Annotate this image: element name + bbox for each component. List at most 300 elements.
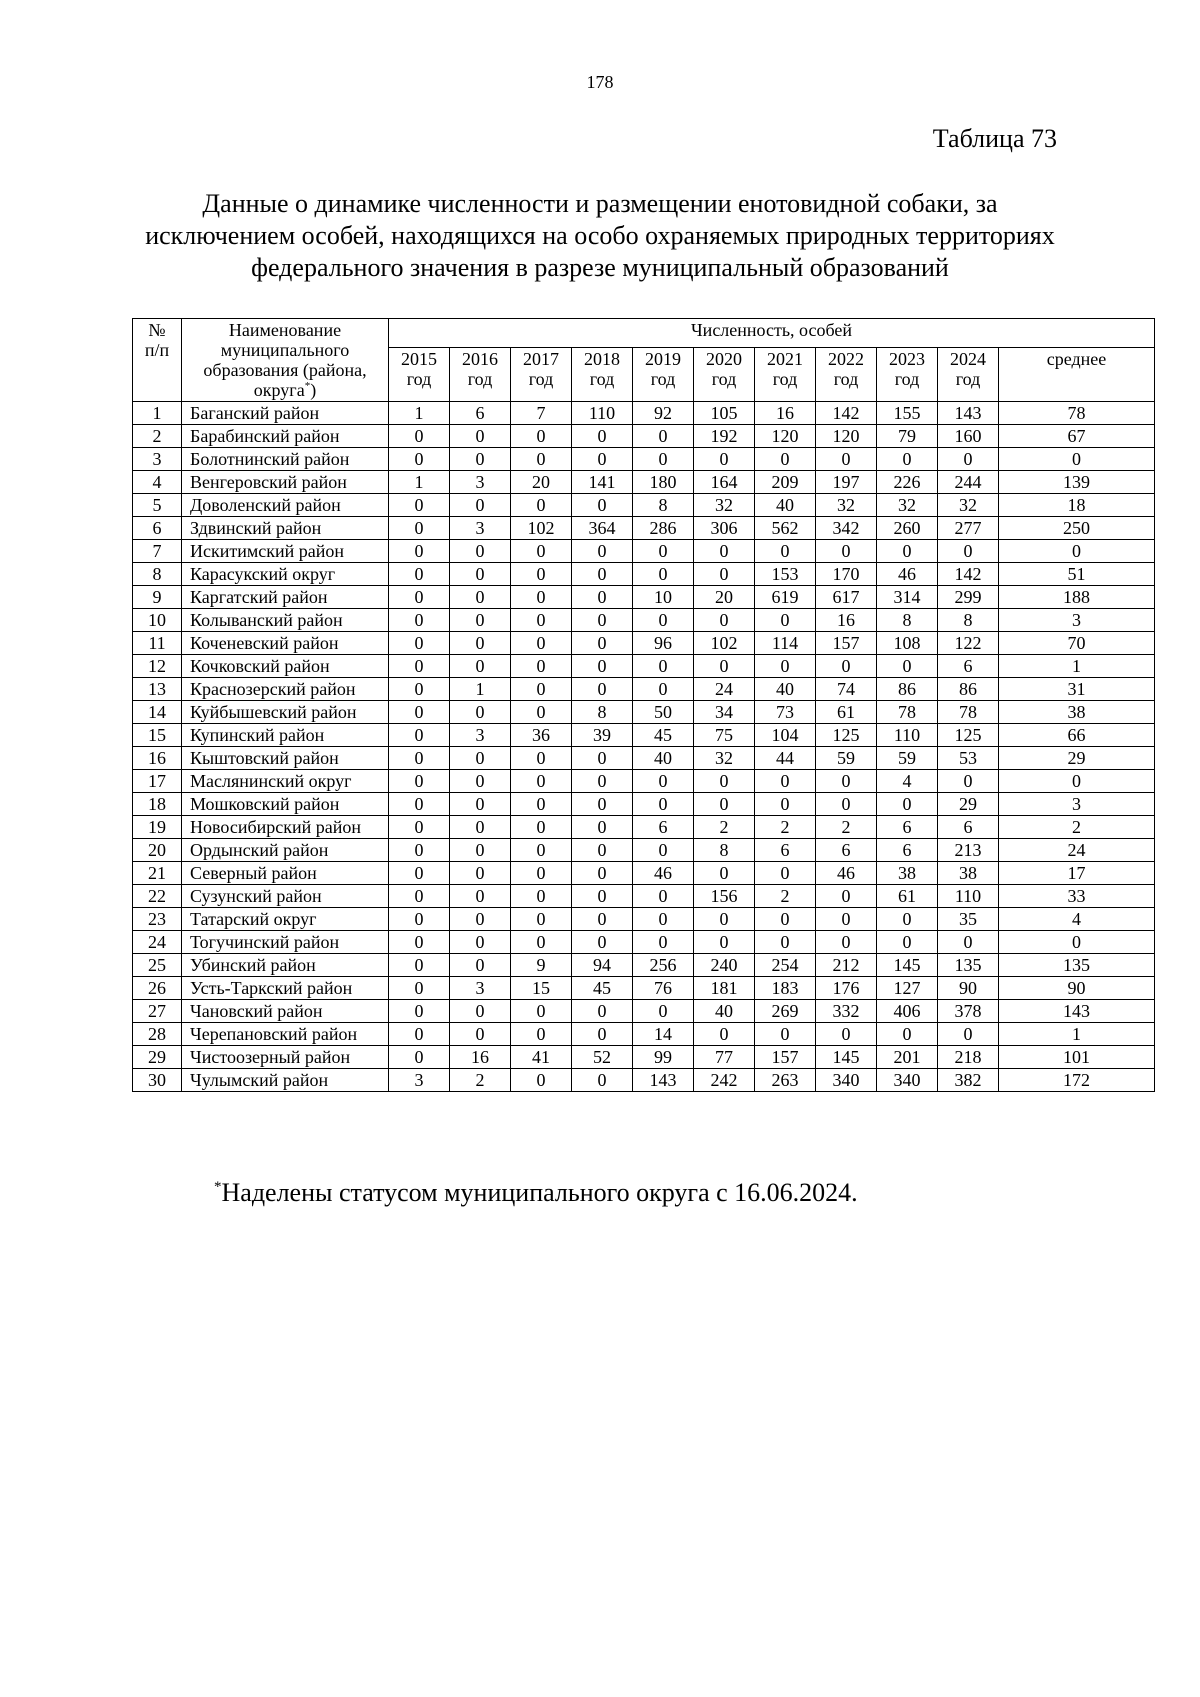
header-year-unit: год bbox=[528, 368, 554, 389]
population-value: 0 bbox=[633, 793, 694, 816]
population-value: 1 bbox=[450, 678, 511, 701]
header-year-value: 2020 bbox=[706, 348, 742, 369]
population-value: 90 bbox=[938, 977, 999, 1000]
population-value: 44 bbox=[755, 747, 816, 770]
population-value: 0 bbox=[755, 448, 816, 471]
municipality-name: Искитимский район bbox=[182, 540, 389, 563]
population-value: 0 bbox=[511, 1023, 572, 1046]
table-row bbox=[133, 816, 1155, 839]
population-value: 0 bbox=[572, 816, 633, 839]
population-value: 0 bbox=[938, 448, 999, 471]
population-value: 0 bbox=[572, 885, 633, 908]
population-value: 40 bbox=[633, 747, 694, 770]
average-value: 90 bbox=[999, 977, 1155, 1000]
row-number: 2 bbox=[133, 425, 182, 448]
row-number: 24 bbox=[133, 931, 182, 954]
table-row bbox=[133, 563, 1155, 586]
municipality-name: Чулымский район bbox=[182, 1069, 389, 1092]
header-year-value: 2024 bbox=[950, 348, 986, 369]
population-value: 0 bbox=[633, 839, 694, 862]
population-value: 256 bbox=[633, 954, 694, 977]
footnote-mark: * bbox=[214, 1179, 222, 1195]
population-value: 0 bbox=[633, 540, 694, 563]
header-year-2019 bbox=[633, 347, 694, 401]
population-value: 0 bbox=[694, 908, 755, 931]
population-value: 29 bbox=[938, 793, 999, 816]
row-number: 12 bbox=[133, 655, 182, 678]
population-value: 94 bbox=[572, 954, 633, 977]
population-value: 0 bbox=[450, 931, 511, 954]
population-value: 0 bbox=[877, 793, 938, 816]
population-value: 0 bbox=[938, 540, 999, 563]
population-value: 0 bbox=[389, 586, 450, 609]
header-year-unit: год bbox=[955, 368, 981, 389]
population-value: 0 bbox=[816, 540, 877, 563]
population-value: 32 bbox=[877, 494, 938, 517]
row-number: 27 bbox=[133, 1000, 182, 1023]
row-number: 20 bbox=[133, 839, 182, 862]
population-value: 0 bbox=[572, 862, 633, 885]
population-value: 76 bbox=[633, 977, 694, 1000]
population-value: 0 bbox=[572, 494, 633, 517]
population-value: 110 bbox=[572, 402, 633, 425]
table-row bbox=[133, 793, 1155, 816]
municipality-name: Карасукский округ bbox=[182, 563, 389, 586]
population-value: 24 bbox=[694, 678, 755, 701]
table-label: Таблица 73 bbox=[932, 124, 1057, 153]
average-value: 2 bbox=[999, 816, 1155, 839]
row-number: 6 bbox=[133, 517, 182, 540]
population-value: 0 bbox=[511, 609, 572, 632]
population-value: 0 bbox=[877, 655, 938, 678]
population-value: 160 bbox=[938, 425, 999, 448]
population-value: 16 bbox=[755, 402, 816, 425]
population-value: 192 bbox=[694, 425, 755, 448]
header-year-2022 bbox=[816, 347, 877, 401]
header-year-2018 bbox=[572, 347, 633, 401]
population-value: 0 bbox=[633, 425, 694, 448]
header-year-unit: год bbox=[772, 368, 798, 389]
row-number: 23 bbox=[133, 908, 182, 931]
header-year-unit: год bbox=[467, 368, 493, 389]
population-value: 86 bbox=[877, 678, 938, 701]
header-year-2023 bbox=[877, 347, 938, 401]
table-row bbox=[133, 494, 1155, 517]
population-value: 32 bbox=[694, 494, 755, 517]
population-value: 120 bbox=[755, 425, 816, 448]
population-value: 0 bbox=[389, 425, 450, 448]
population-value: 0 bbox=[572, 655, 633, 678]
header-name-line: образования (района, bbox=[203, 360, 367, 380]
population-value: 6 bbox=[938, 655, 999, 678]
population-value: 0 bbox=[816, 448, 877, 471]
table-row bbox=[133, 517, 1155, 540]
population-value: 0 bbox=[572, 678, 633, 701]
population-value: 0 bbox=[450, 770, 511, 793]
row-number: 8 bbox=[133, 563, 182, 586]
header-year-2024 bbox=[938, 347, 999, 401]
population-value: 218 bbox=[938, 1046, 999, 1069]
population-value: 406 bbox=[877, 1000, 938, 1023]
population-value: 36 bbox=[511, 724, 572, 747]
table-row bbox=[133, 724, 1155, 747]
population-value: 38 bbox=[938, 862, 999, 885]
population-value: 2 bbox=[755, 816, 816, 839]
average-value: 17 bbox=[999, 862, 1155, 885]
population-value: 92 bbox=[633, 402, 694, 425]
population-value: 0 bbox=[816, 793, 877, 816]
population-value: 0 bbox=[511, 885, 572, 908]
row-number: 7 bbox=[133, 540, 182, 563]
header-average: среднее bbox=[999, 347, 1155, 401]
population-value: 32 bbox=[694, 747, 755, 770]
population-value: 2 bbox=[694, 816, 755, 839]
population-value: 0 bbox=[450, 885, 511, 908]
population-value: 16 bbox=[450, 1046, 511, 1069]
population-value: 0 bbox=[816, 885, 877, 908]
population-value: 0 bbox=[938, 1023, 999, 1046]
population-value: 340 bbox=[816, 1069, 877, 1092]
table-row bbox=[133, 586, 1155, 609]
population-value: 3 bbox=[389, 1069, 450, 1092]
header-population-group: Численность, особей bbox=[389, 319, 1155, 348]
population-value: 260 bbox=[877, 517, 938, 540]
population-value: 99 bbox=[633, 1046, 694, 1069]
average-value: 33 bbox=[999, 885, 1155, 908]
population-value: 0 bbox=[389, 678, 450, 701]
population-value: 0 bbox=[694, 862, 755, 885]
population-value: 0 bbox=[633, 448, 694, 471]
municipality-name: Тогучинский район bbox=[182, 931, 389, 954]
population-value: 180 bbox=[633, 471, 694, 494]
population-value: 77 bbox=[694, 1046, 755, 1069]
population-value: 0 bbox=[755, 609, 816, 632]
row-number: 9 bbox=[133, 586, 182, 609]
population-value: 332 bbox=[816, 1000, 877, 1023]
population-value: 164 bbox=[694, 471, 755, 494]
population-value: 102 bbox=[511, 517, 572, 540]
municipality-name: Здвинский район bbox=[182, 517, 389, 540]
average-value: 51 bbox=[999, 563, 1155, 586]
population-value: 0 bbox=[755, 655, 816, 678]
population-value: 4 bbox=[877, 770, 938, 793]
population-value: 244 bbox=[938, 471, 999, 494]
average-value: 18 bbox=[999, 494, 1155, 517]
header-name-close: ) bbox=[310, 380, 317, 400]
population-value: 0 bbox=[511, 494, 572, 517]
population-value: 277 bbox=[938, 517, 999, 540]
header-year-2016 bbox=[450, 347, 511, 401]
population-value: 0 bbox=[511, 448, 572, 471]
table-row bbox=[133, 770, 1155, 793]
population-value: 15 bbox=[511, 977, 572, 1000]
row-number: 11 bbox=[133, 632, 182, 655]
average-value: 70 bbox=[999, 632, 1155, 655]
population-value: 617 bbox=[816, 586, 877, 609]
population-value: 0 bbox=[389, 747, 450, 770]
municipality-name: Кыштовский район bbox=[182, 747, 389, 770]
table-row bbox=[133, 448, 1155, 471]
table-row bbox=[133, 609, 1155, 632]
row-number: 5 bbox=[133, 494, 182, 517]
average-value: 67 bbox=[999, 425, 1155, 448]
average-value: 3 bbox=[999, 609, 1155, 632]
population-value: 0 bbox=[572, 1069, 633, 1092]
population-value: 212 bbox=[816, 954, 877, 977]
table-row bbox=[133, 471, 1155, 494]
population-value: 78 bbox=[877, 701, 938, 724]
population-value: 8 bbox=[572, 701, 633, 724]
population-value: 0 bbox=[511, 632, 572, 655]
population-value: 0 bbox=[450, 586, 511, 609]
population-value: 1 bbox=[389, 402, 450, 425]
population-value: 35 bbox=[938, 908, 999, 931]
population-value: 0 bbox=[389, 770, 450, 793]
municipality-name: Черепановский район bbox=[182, 1023, 389, 1046]
population-value: 382 bbox=[938, 1069, 999, 1092]
municipality-name: Коченевский район bbox=[182, 632, 389, 655]
population-value: 53 bbox=[938, 747, 999, 770]
row-number: 29 bbox=[133, 1046, 182, 1069]
municipality-name: Сузунский район bbox=[182, 885, 389, 908]
population-value: 0 bbox=[694, 448, 755, 471]
population-value: 0 bbox=[511, 1000, 572, 1023]
population-value: 0 bbox=[694, 1023, 755, 1046]
population-value: 0 bbox=[572, 931, 633, 954]
population-value: 0 bbox=[694, 770, 755, 793]
population-value: 0 bbox=[877, 931, 938, 954]
average-value: 31 bbox=[999, 678, 1155, 701]
population-value: 6 bbox=[633, 816, 694, 839]
population-value: 0 bbox=[694, 609, 755, 632]
header-year-value: 2019 bbox=[645, 348, 681, 369]
average-value: 24 bbox=[999, 839, 1155, 862]
header-name-line: муниципального bbox=[220, 340, 350, 360]
population-value: 240 bbox=[694, 954, 755, 977]
population-value: 299 bbox=[938, 586, 999, 609]
municipality-name: Колыванский район bbox=[182, 609, 389, 632]
population-value: 0 bbox=[389, 908, 450, 931]
municipality-name: Северный район bbox=[182, 862, 389, 885]
header-number-line: п/п bbox=[144, 340, 170, 360]
population-value: 0 bbox=[450, 1000, 511, 1023]
average-value: 250 bbox=[999, 517, 1155, 540]
population-value: 0 bbox=[572, 586, 633, 609]
population-value: 0 bbox=[450, 747, 511, 770]
population-value: 306 bbox=[694, 517, 755, 540]
average-value: 101 bbox=[999, 1046, 1155, 1069]
population-value: 0 bbox=[572, 632, 633, 655]
population-value: 157 bbox=[816, 632, 877, 655]
average-value: 135 bbox=[999, 954, 1155, 977]
population-value: 254 bbox=[755, 954, 816, 977]
table-row bbox=[133, 862, 1155, 885]
population-value: 286 bbox=[633, 517, 694, 540]
population-value: 0 bbox=[511, 540, 572, 563]
header-year-2020 bbox=[694, 347, 755, 401]
population-value: 0 bbox=[755, 770, 816, 793]
population-value: 0 bbox=[938, 931, 999, 954]
average-value: 0 bbox=[999, 931, 1155, 954]
table-row bbox=[133, 908, 1155, 931]
population-value: 0 bbox=[389, 494, 450, 517]
population-value: 0 bbox=[572, 770, 633, 793]
header-year-value: 2021 bbox=[767, 348, 803, 369]
population-value: 143 bbox=[633, 1069, 694, 1092]
population-value: 3 bbox=[450, 471, 511, 494]
municipality-name: Убинский район bbox=[182, 954, 389, 977]
header-year-unit: год bbox=[589, 368, 615, 389]
row-number: 28 bbox=[133, 1023, 182, 1046]
row-number: 10 bbox=[133, 609, 182, 632]
population-value: 8 bbox=[633, 494, 694, 517]
population-value: 0 bbox=[389, 793, 450, 816]
header-name-okrug: округа bbox=[253, 380, 305, 400]
municipality-name: Новосибирский район bbox=[182, 816, 389, 839]
population-value: 0 bbox=[450, 839, 511, 862]
population-value: 201 bbox=[877, 1046, 938, 1069]
population-value: 0 bbox=[511, 862, 572, 885]
population-value: 619 bbox=[755, 586, 816, 609]
population-value: 0 bbox=[450, 494, 511, 517]
population-value: 61 bbox=[816, 701, 877, 724]
population-value: 0 bbox=[755, 1023, 816, 1046]
row-number: 3 bbox=[133, 448, 182, 471]
population-value: 0 bbox=[511, 770, 572, 793]
population-value: 242 bbox=[694, 1069, 755, 1092]
population-value: 0 bbox=[694, 931, 755, 954]
municipality-name: Баганский район bbox=[182, 402, 389, 425]
population-value: 125 bbox=[816, 724, 877, 747]
population-value: 110 bbox=[938, 885, 999, 908]
population-value: 269 bbox=[755, 1000, 816, 1023]
population-value: 0 bbox=[450, 701, 511, 724]
average-value: 4 bbox=[999, 908, 1155, 931]
population-value: 0 bbox=[633, 1000, 694, 1023]
population-value: 32 bbox=[816, 494, 877, 517]
population-value: 2 bbox=[755, 885, 816, 908]
average-value: 1 bbox=[999, 1023, 1155, 1046]
table-row bbox=[133, 885, 1155, 908]
population-value: 0 bbox=[450, 425, 511, 448]
population-value: 0 bbox=[572, 908, 633, 931]
population-value: 263 bbox=[755, 1069, 816, 1092]
population-value: 46 bbox=[816, 862, 877, 885]
population-value: 0 bbox=[633, 931, 694, 954]
population-value: 3 bbox=[450, 724, 511, 747]
population-value: 16 bbox=[816, 609, 877, 632]
row-number: 22 bbox=[133, 885, 182, 908]
population-value: 0 bbox=[755, 908, 816, 931]
municipality-name: Венгеровский район bbox=[182, 471, 389, 494]
average-value: 139 bbox=[999, 471, 1155, 494]
population-value: 0 bbox=[816, 908, 877, 931]
population-value: 73 bbox=[755, 701, 816, 724]
population-value: 6 bbox=[877, 839, 938, 862]
average-value: 188 bbox=[999, 586, 1155, 609]
population-value: 0 bbox=[389, 816, 450, 839]
row-number: 19 bbox=[133, 816, 182, 839]
row-number: 25 bbox=[133, 954, 182, 977]
population-value: 0 bbox=[389, 609, 450, 632]
header-name-line: Наименование bbox=[228, 320, 342, 340]
population-value: 0 bbox=[450, 1023, 511, 1046]
population-value: 39 bbox=[572, 724, 633, 747]
population-value: 0 bbox=[511, 793, 572, 816]
population-value: 105 bbox=[694, 402, 755, 425]
row-number: 18 bbox=[133, 793, 182, 816]
population-value: 213 bbox=[938, 839, 999, 862]
municipality-name: Кочковский район bbox=[182, 655, 389, 678]
population-value: 46 bbox=[877, 563, 938, 586]
population-value: 0 bbox=[572, 425, 633, 448]
population-value: 0 bbox=[816, 655, 877, 678]
table-row bbox=[133, 1069, 1155, 1092]
population-value: 0 bbox=[633, 609, 694, 632]
population-value: 61 bbox=[877, 885, 938, 908]
population-value: 170 bbox=[816, 563, 877, 586]
population-value: 20 bbox=[511, 471, 572, 494]
title-line: федерального значения в разрезе муниципальный образований bbox=[251, 253, 949, 282]
population-value: 2 bbox=[816, 816, 877, 839]
population-value: 40 bbox=[755, 494, 816, 517]
average-value: 0 bbox=[999, 448, 1155, 471]
population-value: 0 bbox=[816, 931, 877, 954]
population-value: 145 bbox=[877, 954, 938, 977]
population-value: 145 bbox=[816, 1046, 877, 1069]
population-value: 0 bbox=[755, 793, 816, 816]
population-value: 0 bbox=[572, 540, 633, 563]
table-row bbox=[133, 425, 1155, 448]
header-year-unit: год bbox=[650, 368, 676, 389]
table-row bbox=[133, 747, 1155, 770]
population-value: 0 bbox=[877, 908, 938, 931]
population-value: 0 bbox=[450, 954, 511, 977]
population-value: 122 bbox=[938, 632, 999, 655]
average-value: 0 bbox=[999, 540, 1155, 563]
population-value: 0 bbox=[511, 1069, 572, 1092]
municipality-name: Маслянинский округ bbox=[182, 770, 389, 793]
population-value: 110 bbox=[877, 724, 938, 747]
table-row bbox=[133, 931, 1155, 954]
average-value: 1 bbox=[999, 655, 1155, 678]
population-value: 74 bbox=[816, 678, 877, 701]
population-value: 181 bbox=[694, 977, 755, 1000]
population-value: 0 bbox=[389, 563, 450, 586]
header-year-unit: год bbox=[406, 368, 432, 389]
population-value: 0 bbox=[572, 609, 633, 632]
population-value: 0 bbox=[389, 862, 450, 885]
population-value: 0 bbox=[389, 724, 450, 747]
row-number: 21 bbox=[133, 862, 182, 885]
population-value: 8 bbox=[877, 609, 938, 632]
header-year-value: 2022 bbox=[828, 348, 864, 369]
population-value: 0 bbox=[450, 448, 511, 471]
row-number: 15 bbox=[133, 724, 182, 747]
header-year-value: 2015 bbox=[401, 348, 437, 369]
population-value: 59 bbox=[816, 747, 877, 770]
population-value: 0 bbox=[389, 839, 450, 862]
population-value: 0 bbox=[389, 1000, 450, 1023]
population-value: 142 bbox=[816, 402, 877, 425]
population-value: 0 bbox=[694, 563, 755, 586]
population-value: 0 bbox=[572, 1023, 633, 1046]
population-value: 0 bbox=[938, 770, 999, 793]
municipality-name: Купинский район bbox=[182, 724, 389, 747]
population-value: 114 bbox=[755, 632, 816, 655]
population-value: 0 bbox=[694, 540, 755, 563]
row-number: 17 bbox=[133, 770, 182, 793]
